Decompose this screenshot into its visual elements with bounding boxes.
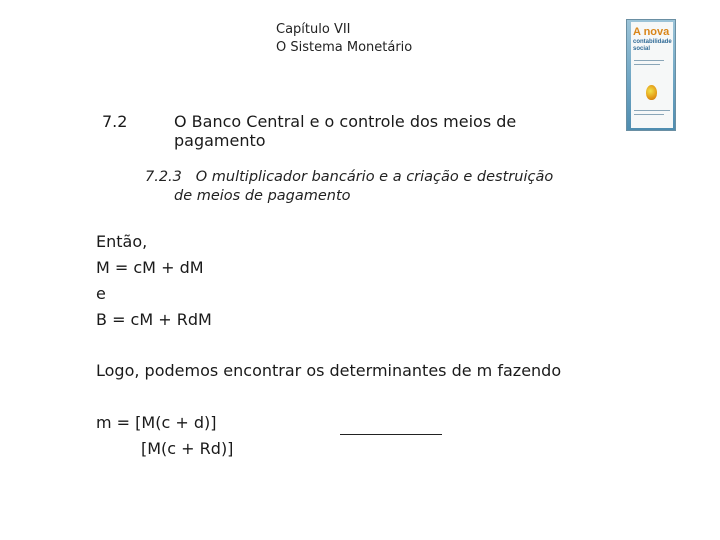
formula-b: B = cM + RdM [96,310,212,329]
book-cover-image [626,19,676,131]
book-cover-panel [631,22,673,128]
subsection-heading [145,168,553,187]
conclusion-text: Logo, podemos encontrar os determinantes de m fazendo [96,361,562,380]
equation-denominator: [M(c + Rd)] [141,439,234,458]
chapter-subtitle: O Sistema Monetário [276,40,413,55]
cover-drop-graphic [646,85,657,100]
subsection-number: 7.2.3 [145,169,182,185]
body-line: Então, [96,232,148,251]
cover-text-line [634,110,670,111]
chapter-title: Capítulo VII [276,22,351,37]
body-block [96,229,212,333]
formula-m: M = cM + dM [96,258,204,277]
subsection-title-line1: O multiplicador bancário e a criação e destruição [195,169,554,185]
body-line: e [96,284,106,303]
section-title: O Banco Central e o controle dos meios de pagamento [174,112,517,150]
book-cover-title: A nova [633,26,670,38]
subsection-title-line2: de meios de pagamento [174,188,351,204]
equation-numerator: m = [M(c + d)] [96,413,217,432]
section-number: 7.2 [102,112,128,131]
cover-text-line [634,60,664,61]
fraction-bar [340,434,442,435]
cover-text-line [634,114,664,115]
cover-text-line [634,64,660,65]
book-cover-subtitle: contabilidade social [633,39,672,52]
chapter-header [276,21,412,57]
